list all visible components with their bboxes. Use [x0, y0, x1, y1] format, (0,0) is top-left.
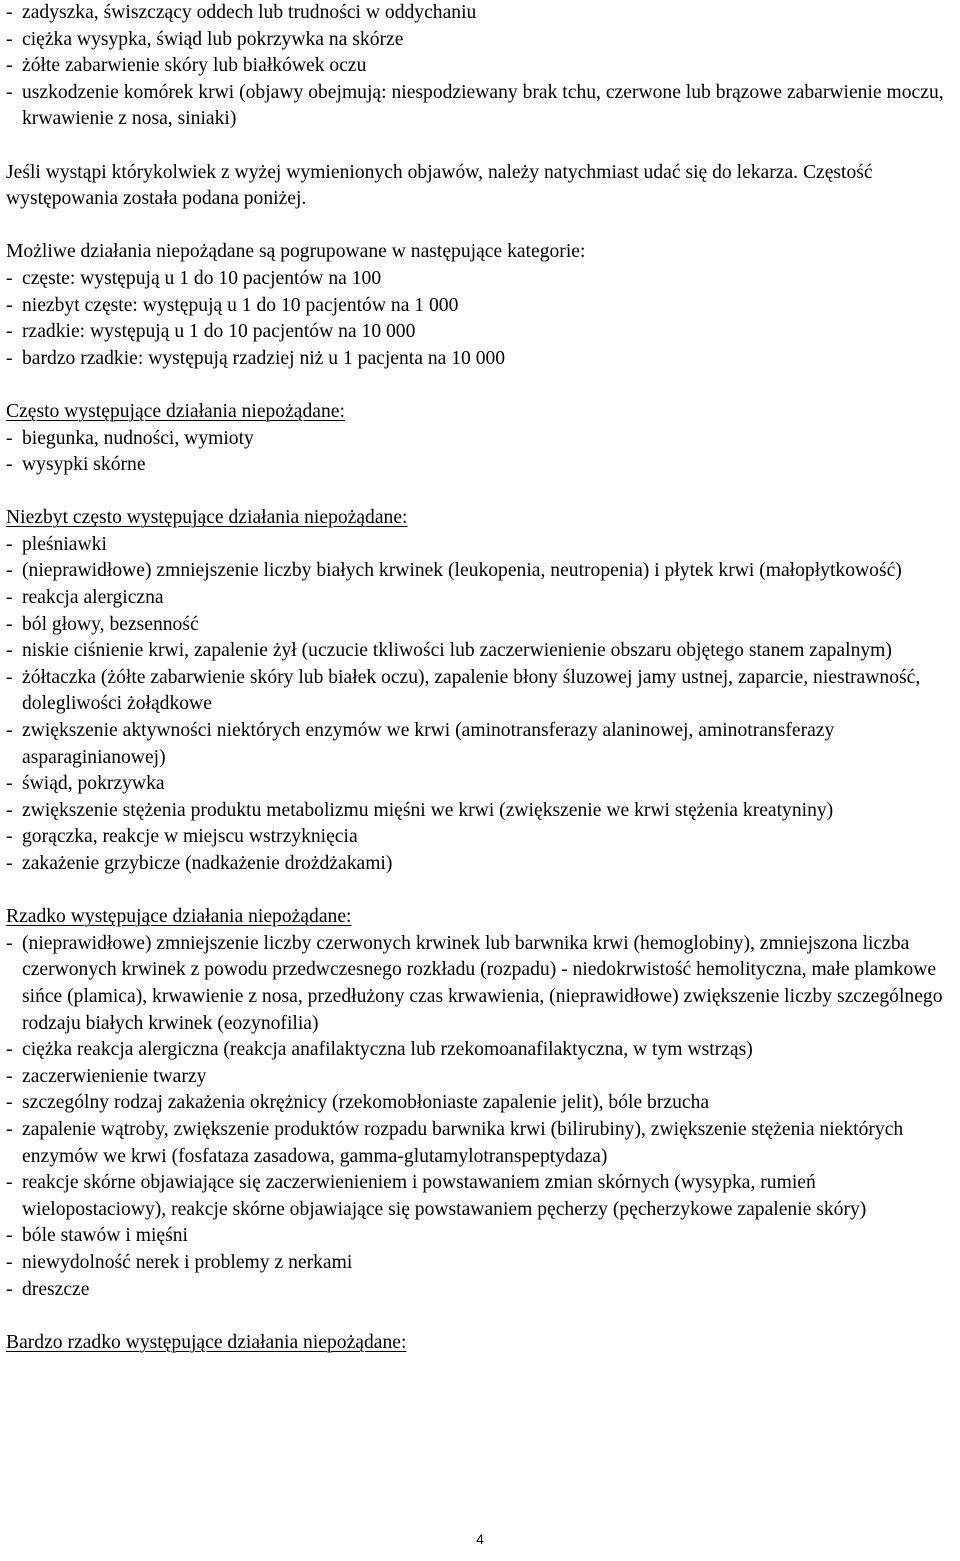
list-item — [6, 771, 956, 798]
list-item-text: zaczerwienienie twarzy — [22, 1065, 207, 1087]
dash-marker: - — [6, 321, 13, 343]
list-item — [6, 851, 956, 878]
list-item — [6, 0, 956, 27]
dash-marker: - — [6, 28, 13, 50]
dash-marker: - — [6, 294, 13, 316]
list-item — [6, 931, 956, 1037]
uncommon-heading: Niezbyt często występujące działania niepożądane: — [6, 507, 408, 529]
dash-marker: - — [6, 560, 13, 582]
list-item-text: reakcje skórne objawiające się zaczerwienieniem i powstawaniem zmian skórnych (wysypka, rumień wielopostaciowy), reakcje skórne objawiające się powstawaniem pęcherzy (pęcherzykowe zapalenie skóry) — [22, 1172, 867, 1220]
list-item — [6, 1117, 956, 1170]
list-item — [6, 1250, 956, 1277]
dash-marker: - — [6, 799, 13, 821]
list-item — [6, 718, 956, 771]
list-item — [6, 293, 956, 320]
list-item-text: zwiększenie stężenia produktu metabolizmu mięśni we krwi (zwiększenie we krwi stężenia kreatyniny) — [22, 799, 834, 821]
list-item-text: (nieprawidłowe) zmniejszenie liczby białych krwinek (leukopenia, neutropenia) i płytek krwi (małopłytkowość) — [22, 560, 902, 582]
dash-marker: - — [6, 1118, 13, 1140]
list-item-text: częste: występują u 1 do 10 pacjentów na 100 — [22, 267, 382, 289]
dash-marker: - — [6, 81, 13, 103]
list-item-text: dreszcze — [22, 1278, 90, 1300]
list-item-text: ciężka reakcja alergiczna (reakcja anafilaktyczna lub rzekomoanafilaktyczna, w tym wstrząs) — [22, 1039, 753, 1061]
list-item-text: szczególny rodzaj zakażenia okrężnicy (rzekomobłoniaste zapalenie jelit), bóle brzucha — [22, 1092, 710, 1114]
list-item — [6, 452, 956, 479]
page-number: 4 — [476, 1531, 484, 1547]
dash-marker: - — [6, 1092, 13, 1114]
list-item-text: bóle stawów i mięśni — [22, 1225, 188, 1247]
list-item-text: zadyszka, świszczący oddech lub trudności w oddychaniu — [22, 2, 477, 23]
dash-marker: - — [6, 533, 13, 555]
frequency-intro: Możliwe działania niepożądane są pogrupowane w następujące kategorie: — [6, 241, 586, 263]
list-item-text: gorączka, reakcje w miejscu wstrzyknięcia — [22, 826, 358, 848]
dash-marker: - — [6, 587, 13, 609]
list-item — [6, 1037, 956, 1064]
dash-marker: - — [6, 1251, 13, 1273]
list-item-text: wysypki skórne — [22, 454, 146, 476]
list-item-text: zapalenie wątroby, zwiększenie produktów rozpadu barwnika krwi (bilirubiny), zwiększenie stężenia niektórych enzymów we krwi (fosfataza zasadowa, gamma-glutamylotranspeptydaza) — [22, 1118, 904, 1167]
list-item-text: bardzo rzadkie: występują rzadziej niż u 1 pacjenta na 10 000 — [22, 347, 506, 369]
list-item-text: niezbyt częste: występują u 1 do 10 pacjentów na 1 000 — [22, 294, 459, 316]
common-list — [6, 426, 956, 479]
list-item — [6, 346, 956, 373]
list-item — [6, 80, 956, 133]
dash-marker: - — [6, 826, 13, 848]
list-item-text: pleśniawki — [22, 533, 107, 555]
list-item — [6, 532, 956, 559]
list-item — [6, 53, 956, 80]
rare-list — [6, 931, 956, 1303]
list-item — [6, 27, 956, 54]
list-item — [6, 1223, 956, 1250]
dash-marker: - — [6, 1225, 13, 1247]
dash-marker: - — [6, 613, 13, 635]
list-item-text: zwiększenie aktywności niektórych enzymów we krwi (aminotransferazy alaninowej, aminotransferazy asparaginianowej) — [22, 720, 835, 768]
dash-marker: - — [6, 666, 13, 688]
dash-marker: - — [6, 720, 13, 742]
list-item — [6, 1064, 956, 1091]
list-item — [6, 798, 956, 825]
frequency-list — [6, 266, 956, 372]
dash-marker: - — [6, 2, 13, 23]
dash-marker: - — [6, 1172, 13, 1194]
dash-marker: - — [6, 853, 13, 874]
common-heading: Często występujące działania niepożądane: — [6, 400, 345, 422]
list-item-text: niewydolność nerek i problemy z nerkami — [22, 1251, 353, 1273]
list-item-text: biegunka, nudności, wymioty — [22, 427, 254, 449]
list-item-text: żółte zabarwienie skóry lub białkówek oczu — [22, 55, 367, 77]
list-item — [6, 1170, 956, 1223]
list-item — [6, 1090, 956, 1117]
dash-marker: - — [6, 773, 13, 795]
list-item — [6, 824, 956, 851]
list-item-text: świąd, pokrzywka — [22, 773, 165, 795]
list-item-text: ból głowy, bezsenność — [22, 613, 199, 635]
dash-marker: - — [6, 267, 13, 289]
list-item — [6, 558, 956, 585]
list-item — [6, 665, 956, 718]
warning-paragraph: Jeśli wystąpi którykolwiek z wyżej wymienionych objawów, należy natychmiast udać się do lekarza. Częstość występowania została podana poniżej. — [6, 161, 873, 210]
dash-marker: - — [6, 454, 13, 476]
list-item — [6, 585, 956, 612]
list-item — [6, 638, 956, 665]
list-item-text: ciężka wysypka, świąd lub pokrzywka na skórze — [22, 28, 404, 50]
dash-marker: - — [6, 1278, 13, 1300]
list-item-text: rzadkie: występują u 1 do 10 pacjentów na 10 000 — [22, 321, 416, 343]
list-item — [6, 266, 956, 293]
dash-marker: - — [6, 1039, 13, 1061]
list-item-text: (nieprawidłowe) zmniejszenie liczby czerwonych krwinek lub barwnika krwi (hemoglobiny), zmniejszona liczba czerwonych krwinek z powodu przedwczesnego rozkładu (rozpadu) - niedokrwistość hemolityczna, małe plamkowe sińce (plamica), krwawienie z nosa, przedłużony czas krwawienia, (nieprawidłowe) zwiększenie liczby szczególnego rodzaju białych krwinek (eozynofilia) — [22, 932, 943, 1034]
dash-marker: - — [6, 640, 13, 662]
list-item-text: reakcja alergiczna — [22, 587, 164, 609]
rare-heading: Rzadko występujące działania niepożądane: — [6, 906, 352, 928]
list-item-text: niskie ciśnienie krwi, zapalenie żył (uczucie tkliwości lub zaczerwienienie obszaru objętego stanem zapalnym) — [22, 640, 892, 662]
list-item — [6, 612, 956, 639]
list-item-text: żółtaczka (żółte zabarwienie skóry lub białek oczu), zapalenie błony śluzowej jamy ustnej, zaparcie, niestrawność, dolegliwości żołądkowe — [22, 666, 921, 715]
dash-marker: - — [6, 55, 13, 77]
dash-marker: - — [6, 1065, 13, 1087]
list-item — [6, 1277, 956, 1304]
document-page — [6, 0, 956, 1356]
dash-marker: - — [6, 347, 13, 369]
list-item-text: zakażenie grzybicze (nadkażenie drożdżakami) — [22, 853, 393, 874]
very-rare-heading: Bardzo rzadko występujące działania niepożądane: — [6, 1331, 407, 1353]
dash-marker: - — [6, 932, 13, 954]
uncommon-list — [6, 532, 956, 878]
dash-marker: - — [6, 427, 13, 449]
list-item-text: uszkodzenie komórek krwi (objawy obejmują: niespodziewany brak tchu, czerwone lub brązowe zabarwienie moczu, krwawienie z nosa, siniaki) — [22, 81, 944, 130]
list-item — [6, 319, 956, 346]
serious-symptoms-list — [6, 0, 956, 133]
list-item — [6, 426, 956, 453]
